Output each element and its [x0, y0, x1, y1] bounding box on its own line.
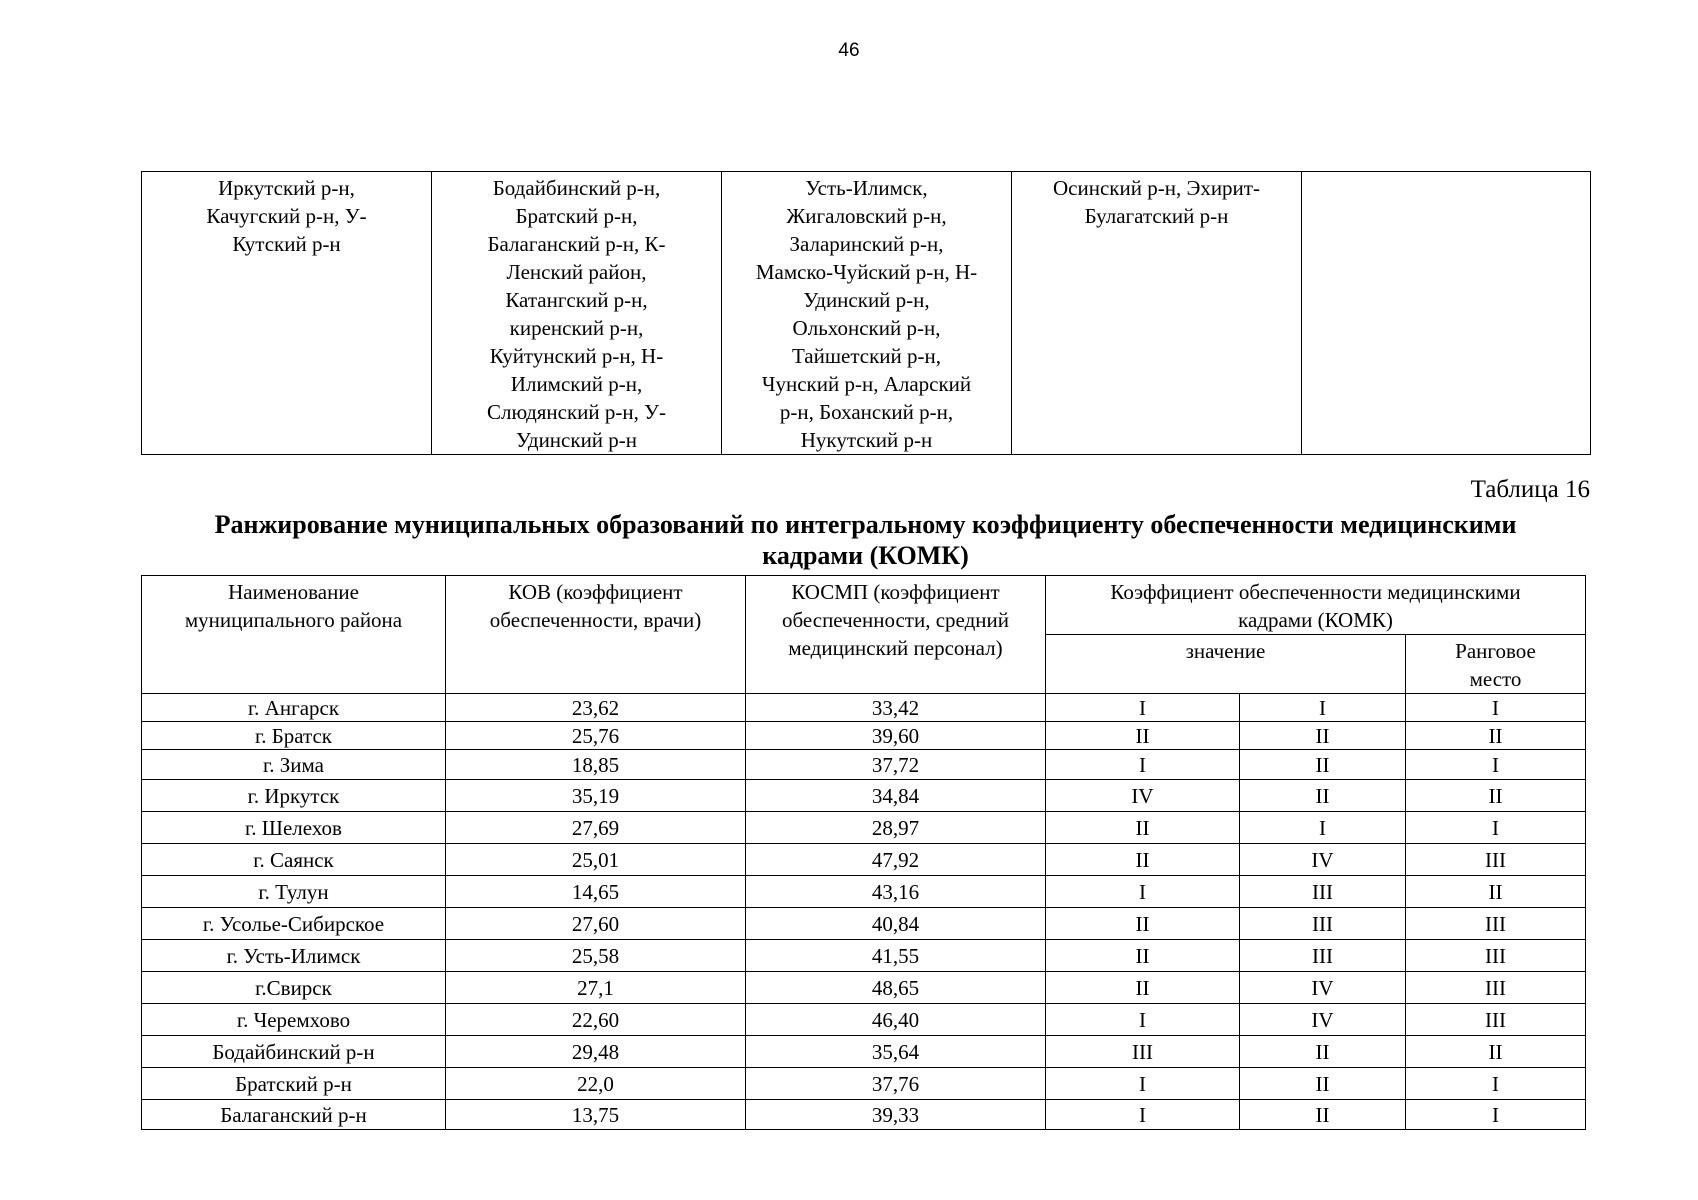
row-kov-cell: 14,65	[446, 876, 746, 908]
row-value1-cell: II	[1046, 722, 1240, 750]
group-cell-line: Булагатский р-н	[1084, 204, 1229, 228]
group-cell-1	[142, 172, 432, 455]
group-cell-line: Куйтунский р-н, Н-	[489, 344, 664, 368]
districts-group-table	[141, 171, 1591, 455]
row-kov-cell: 35,19	[446, 780, 746, 812]
row-kosmp-cell: 41,55	[746, 940, 1046, 972]
group-cell-line: Иркутский р-н,	[218, 176, 355, 200]
row-rank-cell: III	[1406, 908, 1586, 940]
row-name-cell: г. Зима	[142, 750, 446, 780]
row-kov-cell: 27,1	[446, 972, 746, 1004]
row-value2-cell: I	[1240, 812, 1406, 844]
header-rank	[1406, 635, 1586, 694]
table-row	[142, 972, 1586, 1004]
row-value2-cell: III	[1240, 908, 1406, 940]
row-value2-cell: I	[1240, 694, 1406, 722]
header-rank-line: Ранговое	[1455, 639, 1536, 663]
row-name-cell: г. Черемхово	[142, 1004, 446, 1036]
table-row	[142, 876, 1586, 908]
row-value1-cell: III	[1046, 1036, 1240, 1068]
group-cell-line: Тайшетский р-н,	[791, 344, 942, 368]
row-value2-cell: II	[1240, 1068, 1406, 1100]
row-kov-cell: 22,0	[446, 1068, 746, 1100]
group-cell-line: Заларинский р-н,	[789, 232, 944, 256]
row-rank-cell: II	[1406, 780, 1586, 812]
row-kov-cell: 23,62	[446, 694, 746, 722]
row-kov-cell: 27,69	[446, 812, 746, 844]
row-kov-cell: 27,60	[446, 908, 746, 940]
header-value: значение	[1046, 635, 1406, 694]
row-kosmp-cell: 37,76	[746, 1068, 1046, 1100]
group-cell-line: Усть-Илимск,	[805, 176, 928, 200]
row-rank-cell: II	[1406, 722, 1586, 750]
group-cell-3	[722, 172, 1012, 455]
group-cell-5	[1302, 172, 1591, 455]
row-value2-cell: II	[1240, 1100, 1406, 1130]
row-value1-cell: I	[1046, 876, 1240, 908]
row-name-cell: Братский р-н	[142, 1068, 446, 1100]
group-cell-line: Нукутский р-н	[800, 428, 933, 452]
group-cell-2	[432, 172, 722, 455]
row-kosmp-cell: 34,84	[746, 780, 1046, 812]
group-cell-line: Мамско-Чуйский р-н, Н-	[755, 260, 978, 284]
ranking-table	[141, 575, 1586, 1130]
row-value2-cell: III	[1240, 876, 1406, 908]
row-value1-cell: II	[1046, 908, 1240, 940]
row-rank-cell: I	[1406, 694, 1586, 722]
table-title-line-1: Ранжирование муниципальных образований по интегральному коэффициенту обеспеченности медицинскими	[214, 510, 1517, 539]
group-cell-line: Слюдянский р-н, У-	[486, 400, 667, 424]
group-cell-line: Жигаловский р-н,	[786, 204, 947, 228]
table-title	[141, 509, 1590, 571]
group-cell-line: Катангский р-н,	[505, 288, 648, 312]
header-komk	[1046, 576, 1586, 635]
row-kosmp-cell: 47,92	[746, 844, 1046, 876]
row-kov-cell: 29,48	[446, 1036, 746, 1068]
group-cell-line: Удинский р-н,	[803, 288, 930, 312]
row-name-cell: г. Усолье-Сибирское	[142, 908, 446, 940]
row-name-cell: г. Саянск	[142, 844, 446, 876]
row-name-cell: г. Братск	[142, 722, 446, 750]
table-row	[142, 780, 1586, 812]
group-cell-line: Илимский р-н,	[510, 372, 643, 396]
row-value1-cell: IV	[1046, 780, 1240, 812]
table-row	[142, 844, 1586, 876]
header-komk-line: Коэффициент обеспеченности медицинскими	[1110, 580, 1521, 604]
row-kosmp-cell: 39,33	[746, 1100, 1046, 1130]
header-komk-line: кадрами (КОМК)	[1238, 608, 1393, 632]
row-value1-cell: I	[1046, 694, 1240, 722]
group-cell-line: р-н, Боханский р-н,	[779, 400, 954, 424]
table-row	[142, 694, 1586, 722]
row-kosmp-cell: 48,65	[746, 972, 1046, 1004]
group-cell-line: Качугский р-н, У-	[206, 204, 367, 228]
group-cell-line: Удинский р-н	[515, 428, 638, 452]
table-row	[142, 1004, 1586, 1036]
header-row-1	[142, 576, 1586, 635]
row-value2-cell: II	[1240, 780, 1406, 812]
row-rank-cell: III	[1406, 940, 1586, 972]
table-row	[142, 1036, 1586, 1068]
row-value1-cell: I	[1046, 1004, 1240, 1036]
row-value1-cell: II	[1046, 940, 1240, 972]
table-row	[142, 1100, 1586, 1130]
group-cell-line: Кутский р-н	[232, 232, 341, 256]
row-name-cell: г. Тулун	[142, 876, 446, 908]
row-name-cell: г. Шелехов	[142, 812, 446, 844]
row-rank-cell: III	[1406, 844, 1586, 876]
row-value1-cell: II	[1046, 812, 1240, 844]
row-rank-cell: I	[1406, 1068, 1586, 1100]
group-cell-line: Ленский район,	[506, 260, 647, 284]
row-value2-cell: III	[1240, 940, 1406, 972]
row-kosmp-cell: 46,40	[746, 1004, 1046, 1036]
table-row	[142, 908, 1586, 940]
page-number: 46	[838, 40, 860, 61]
row-rank-cell: II	[1406, 876, 1586, 908]
header-kosmp-line: медицинский персонал)	[788, 636, 1003, 660]
row-value2-cell: IV	[1240, 844, 1406, 876]
row-value1-cell: II	[1046, 972, 1240, 1004]
table-title-line-2: кадрами (КОМК)	[762, 541, 969, 570]
header-name-line: муниципального района	[184, 608, 403, 632]
row-rank-cell: I	[1406, 812, 1586, 844]
row-value1-cell: I	[1046, 1100, 1240, 1130]
row-rank-cell: II	[1406, 1036, 1586, 1068]
table-row	[142, 750, 1586, 780]
row-rank-cell: I	[1406, 750, 1586, 780]
table-row	[142, 812, 1586, 844]
row-value2-cell: IV	[1240, 1004, 1406, 1036]
row-value2-cell: II	[1240, 750, 1406, 780]
group-cell-line: Осинский р-н, Эхирит-	[1053, 176, 1260, 200]
table-caption: Таблица 16	[1470, 476, 1590, 503]
row-kov-cell: 22,60	[446, 1004, 746, 1036]
header-name-line: Наименование	[228, 580, 359, 604]
row-name-cell: г.Свирск	[142, 972, 446, 1004]
row-kosmp-cell: 43,16	[746, 876, 1046, 908]
header-name	[142, 576, 446, 694]
group-cell-line: Балаганский р-н, К-	[487, 232, 666, 256]
ranking-table-body	[142, 694, 1586, 1130]
header-kov	[446, 576, 746, 694]
row-name-cell: г. Иркутск	[142, 780, 446, 812]
row-kov-cell: 25,58	[446, 940, 746, 972]
group-cell-line: Ольхонский р-н,	[792, 316, 941, 340]
row-value1-cell: I	[1046, 750, 1240, 780]
group-cell-line: Братский р-н,	[515, 204, 638, 228]
row-kosmp-cell: 37,72	[746, 750, 1046, 780]
header-kosmp	[746, 576, 1046, 694]
header-kov-line: обеспеченности, врачи)	[489, 608, 702, 632]
header-kosmp-line: КОСМП (коэффициент	[791, 580, 1000, 604]
table-row	[142, 940, 1586, 972]
row-value2-cell: II	[1240, 722, 1406, 750]
row-rank-cell: III	[1406, 972, 1586, 1004]
row-rank-cell: III	[1406, 1004, 1586, 1036]
table-row	[142, 722, 1586, 750]
row-kosmp-cell: 28,97	[746, 812, 1046, 844]
header-kosmp-line: обеспеченности, средний	[782, 608, 1009, 632]
row-value2-cell: IV	[1240, 972, 1406, 1004]
row-kov-cell: 25,76	[446, 722, 746, 750]
table-row	[142, 1068, 1586, 1100]
row-kosmp-cell: 39,60	[746, 722, 1046, 750]
group-cell-line: Чунский р-н, Аларский	[761, 372, 972, 396]
row-name-cell: г. Усть-Илимск	[142, 940, 446, 972]
row-value1-cell: II	[1046, 844, 1240, 876]
header-kov-line: КОВ (коэффициент	[508, 580, 683, 604]
row-name-cell: г. Ангарск	[142, 694, 446, 722]
row-kov-cell: 18,85	[446, 750, 746, 780]
group-cell-4	[1012, 172, 1302, 455]
row-kov-cell: 13,75	[446, 1100, 746, 1130]
row-kosmp-cell: 35,64	[746, 1036, 1046, 1068]
row-value1-cell: I	[1046, 1068, 1240, 1100]
row-rank-cell: I	[1406, 1100, 1586, 1130]
districts-group-row	[142, 172, 1591, 455]
group-cell-line: киренский р-н,	[509, 316, 644, 340]
row-kosmp-cell: 40,84	[746, 908, 1046, 940]
row-value2-cell: II	[1240, 1036, 1406, 1068]
header-rank-line: место	[1469, 667, 1522, 691]
row-kov-cell: 25,01	[446, 844, 746, 876]
group-cell-line: Бодайбинский р-н,	[492, 176, 661, 200]
row-name-cell: Бодайбинский р-н	[142, 1036, 446, 1068]
row-kosmp-cell: 33,42	[746, 694, 1046, 722]
row-name-cell: Балаганский р-н	[142, 1100, 446, 1130]
